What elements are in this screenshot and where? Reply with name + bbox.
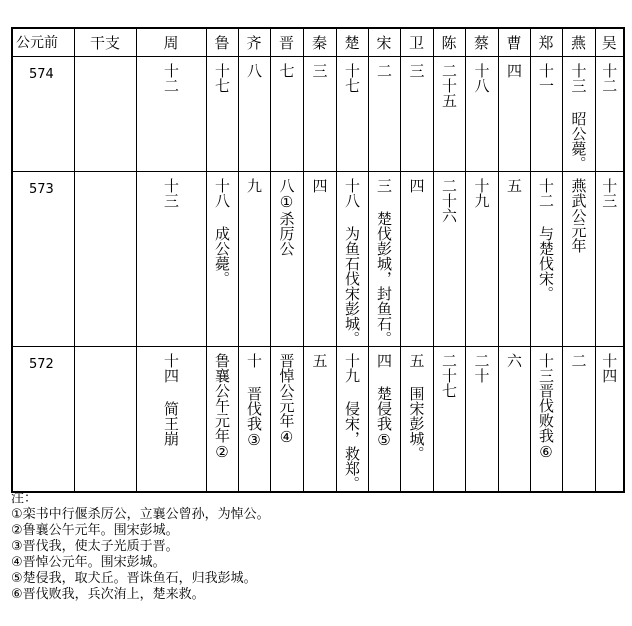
qin-cell — [303, 347, 336, 493]
table-row — [12, 57, 624, 172]
wu-cell — [595, 57, 624, 172]
header-wu: 吴 — [595, 28, 624, 57]
cell-text: 十一 — [537, 63, 555, 93]
chu-cell — [336, 347, 368, 493]
header-yan: 燕 — [562, 28, 595, 57]
header-chu: 楚 — [336, 28, 368, 57]
cell-text: 十三 昭公薨。 — [569, 63, 588, 171]
ganzhi-cell — [74, 57, 136, 172]
cell-text: 八 — [245, 63, 263, 78]
cell-text: 十八 为鱼石伐宋彭城。 — [343, 178, 361, 346]
cell-text: 二 — [375, 63, 393, 78]
wei-cell — [400, 57, 433, 172]
header-cao: 曹 — [498, 28, 530, 57]
year-cell: 574 — [12, 57, 74, 172]
cell-text: 十二 — [162, 63, 180, 93]
cell-text: 十二 — [600, 63, 619, 93]
zhou-cell — [136, 57, 206, 172]
header-lu: 鲁 — [206, 28, 238, 57]
year-cell: 573 — [12, 172, 74, 347]
cell-text: 二十五 — [440, 63, 458, 108]
header-song: 宋 — [368, 28, 400, 57]
jin-cell — [270, 57, 303, 172]
cell-text: 十三晋伐败我⑥ — [537, 353, 555, 461]
header-qin: 秦 — [303, 28, 336, 57]
qin-cell — [303, 57, 336, 172]
header-wei: 卫 — [400, 28, 433, 57]
header-year: 公元前 — [12, 28, 74, 57]
cell-text: 五 — [310, 353, 329, 368]
zhou-cell — [136, 347, 206, 493]
cell-text: 三 — [407, 63, 426, 78]
zheng-cell — [530, 347, 562, 493]
cai-cell — [465, 347, 498, 493]
wei-cell — [400, 347, 433, 493]
cai-cell — [465, 57, 498, 172]
header-ganzhi: 干支 — [74, 28, 136, 57]
cell-text: 四 — [310, 178, 329, 193]
song-cell — [368, 172, 400, 347]
cell-text: 九 — [245, 178, 263, 193]
chu-cell — [336, 57, 368, 172]
wu-cell — [595, 172, 624, 347]
cell-text: 四 — [407, 178, 426, 193]
cao-cell — [498, 57, 530, 172]
ganzhi-cell — [74, 172, 136, 347]
cell-text: 燕武公元年 — [569, 178, 588, 253]
chu-cell — [336, 172, 368, 347]
cell-text: 二 — [569, 353, 588, 368]
cell-text: 十 晋伐我③ — [245, 353, 263, 449]
cell-text: 十四 — [600, 353, 619, 383]
notes-section — [11, 491, 270, 603]
cell-text: 四 楚侵我⑤ — [375, 353, 393, 449]
cell-text: 十九 侵宋，救郑。 — [343, 353, 361, 491]
zhou-cell — [136, 172, 206, 347]
cell-text: 五 — [505, 178, 523, 193]
lu-cell — [206, 57, 238, 172]
cell-text: 六 — [505, 353, 523, 368]
cell-text: 晋悼公元年④ — [277, 353, 296, 446]
note-item: ③晋伐我，使太子光质于晋。 — [11, 539, 179, 554]
cell-text: 十七 — [343, 63, 361, 93]
yan-cell — [562, 172, 595, 347]
table-row — [12, 172, 624, 347]
wei-cell — [400, 172, 433, 347]
cell-text: 二十六 — [440, 178, 458, 223]
note-item: ④晋悼公元年。围宋彭城。 — [11, 555, 166, 570]
cell-text: 七 — [277, 63, 296, 78]
wu-cell — [595, 347, 624, 493]
cell-text: 二十七 — [440, 353, 458, 398]
zheng-cell — [530, 57, 562, 172]
qi-cell — [238, 172, 270, 347]
yan-cell — [562, 57, 595, 172]
year-cell: 572 — [12, 347, 74, 493]
note-item: ⑤楚侵我，取犬丘。晋诛鱼石，归我彭城。 — [11, 571, 257, 586]
header-jin: 晋 — [270, 28, 303, 57]
lu-cell — [206, 172, 238, 347]
header-chen: 陈 — [433, 28, 465, 57]
jin-cell — [270, 172, 303, 347]
song-cell — [368, 57, 400, 172]
chen-cell — [433, 57, 465, 172]
cell-text: 十七 — [213, 63, 231, 93]
chronology-table — [11, 27, 625, 493]
notes-title: 注： — [11, 491, 38, 506]
cell-text: 十八 成公薨。 — [213, 178, 231, 286]
header-zhou: 周 — [136, 28, 206, 57]
note-item: ⑥晋伐败我，兵次洧上，楚来救。 — [11, 587, 205, 602]
header-cai: 蔡 — [465, 28, 498, 57]
yan-cell — [562, 347, 595, 493]
qi-cell — [238, 57, 270, 172]
song-cell — [368, 347, 400, 493]
cao-cell — [498, 172, 530, 347]
table-row — [12, 347, 624, 493]
header-zheng: 郑 — [530, 28, 562, 57]
header-qi: 齐 — [238, 28, 270, 57]
chen-cell — [433, 347, 465, 493]
cell-text: 十四 简王崩 — [162, 353, 180, 446]
cell-text: 三 楚伐彭城，封鱼石。 — [375, 178, 393, 346]
cell-text: 十三 — [162, 178, 180, 208]
note-item: ②鲁襄公午元年。围宋彭城。 — [11, 523, 179, 538]
note-item: ①栾书中行偃杀厉公，立襄公曾孙，为悼公。 — [11, 507, 270, 522]
zheng-cell — [530, 172, 562, 347]
cell-text: 八①杀厉公 — [277, 178, 296, 256]
cell-text: 十三 — [600, 178, 619, 208]
cai-cell — [465, 172, 498, 347]
cao-cell — [498, 347, 530, 493]
qi-cell — [238, 347, 270, 493]
cell-text: 十八 — [472, 63, 491, 93]
header-row — [12, 28, 624, 57]
lu-cell — [206, 347, 238, 493]
cell-text: 二十 — [472, 353, 491, 383]
cell-text: 十二 与楚伐宋。 — [537, 178, 555, 301]
cell-text: 十九 — [472, 178, 491, 208]
chen-cell — [433, 172, 465, 347]
qin-cell — [303, 172, 336, 347]
cell-text: 三 — [310, 63, 329, 78]
cell-text: 鲁襄公午元年② — [213, 353, 231, 461]
jin-cell — [270, 347, 303, 493]
ganzhi-cell — [74, 347, 136, 493]
cell-text: 五 围宋彭城。 — [407, 353, 426, 461]
cell-text: 四 — [505, 63, 523, 78]
